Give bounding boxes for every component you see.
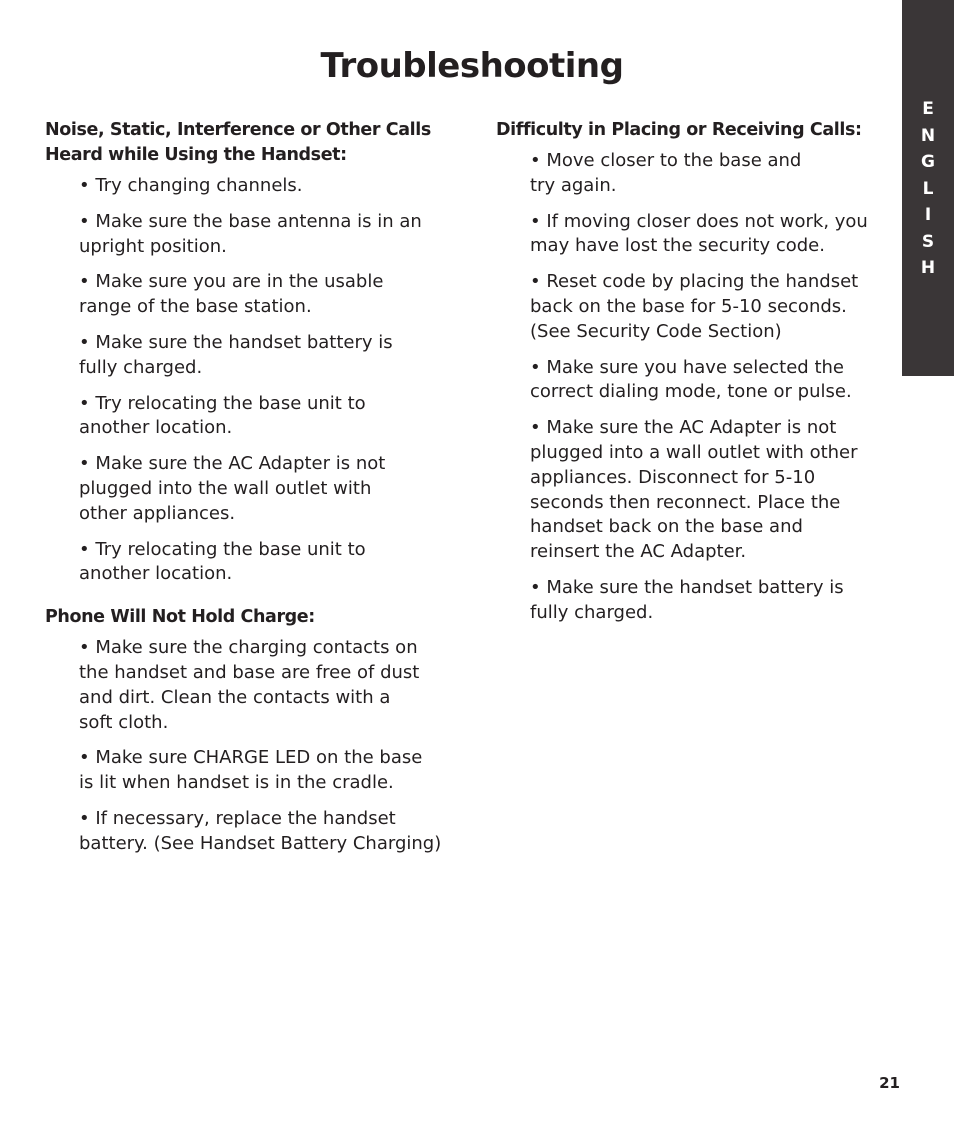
list-item: • Try relocating the base unit to another location. <box>79 392 366 439</box>
left-column <box>45 118 465 868</box>
tab-letter: H <box>920 258 936 278</box>
page-title: Troubleshooting <box>320 46 624 86</box>
list-item: • Try relocating the base unit to another location. <box>79 538 366 585</box>
tab-letter: N <box>920 125 936 146</box>
list-item: • Reset code by placing the handset back on the base for 5-10 seconds. (See Security Code Section) <box>530 271 859 342</box>
page-number: 21 <box>879 1074 900 1092</box>
tab-letter: S <box>921 231 935 252</box>
tab-letter: L <box>922 178 934 199</box>
list-item: • Make sure you have selected the correct dialing mode, tone or pulse. <box>530 356 852 403</box>
list-item: • Make sure the handset battery is fully charged. <box>79 331 393 378</box>
list-item: • If moving closer does not work, you may have lost the security code. <box>530 210 868 257</box>
tab-letter: I <box>924 205 932 225</box>
list-item: • Make sure the base antenna is in an upright position. <box>79 210 422 257</box>
right-column <box>496 118 886 637</box>
list-item: • If necessary, replace the handset battery. (See Handset Battery Charging) <box>79 807 442 854</box>
bullet-list <box>496 149 886 626</box>
list-item: • Make sure the handset battery is fully charged. <box>530 576 844 623</box>
tab-letter: E <box>922 99 934 119</box>
bullet-list <box>45 174 465 587</box>
tab-letter: G <box>921 152 935 172</box>
list-item: • Make sure CHARGE LED on the base is lit when handset is in the cradle. <box>79 747 423 794</box>
section-heading: Phone Will Not Hold Charge: <box>45 607 315 628</box>
list-item: • Make sure the charging contacts on the handset and base are free of dust and dirt. Clean the contacts with a soft cloth. <box>79 637 420 733</box>
section-hold-charge <box>45 605 465 856</box>
list-item: • Try changing channels. <box>79 175 303 196</box>
section-heading: Noise, Static, Interference or Other Calls Heard while Using the Handset: <box>45 120 431 165</box>
list-item: • Move closer to the base and try again. <box>530 150 802 196</box>
list-item: • Make sure you are in the usable range of the base station. <box>79 271 384 318</box>
section-noise-static <box>45 118 465 587</box>
bullet-list <box>45 636 465 856</box>
list-item: • Make sure the AC Adapter is not plugged into the wall outlet with other appliances. <box>79 453 386 524</box>
list-item: • Make sure the AC Adapter is not plugged into a wall outlet with other appliances. Disconnect for 5-10 seconds then reconnect. Place the handset back on the base and reinsert the AC Adapter. <box>530 417 858 563</box>
section-placing-calls <box>496 118 886 626</box>
language-tab <box>902 0 954 376</box>
section-heading: Difficulty in Placing or Receiving Calls: <box>496 120 862 140</box>
language-tab-letters <box>902 96 954 282</box>
